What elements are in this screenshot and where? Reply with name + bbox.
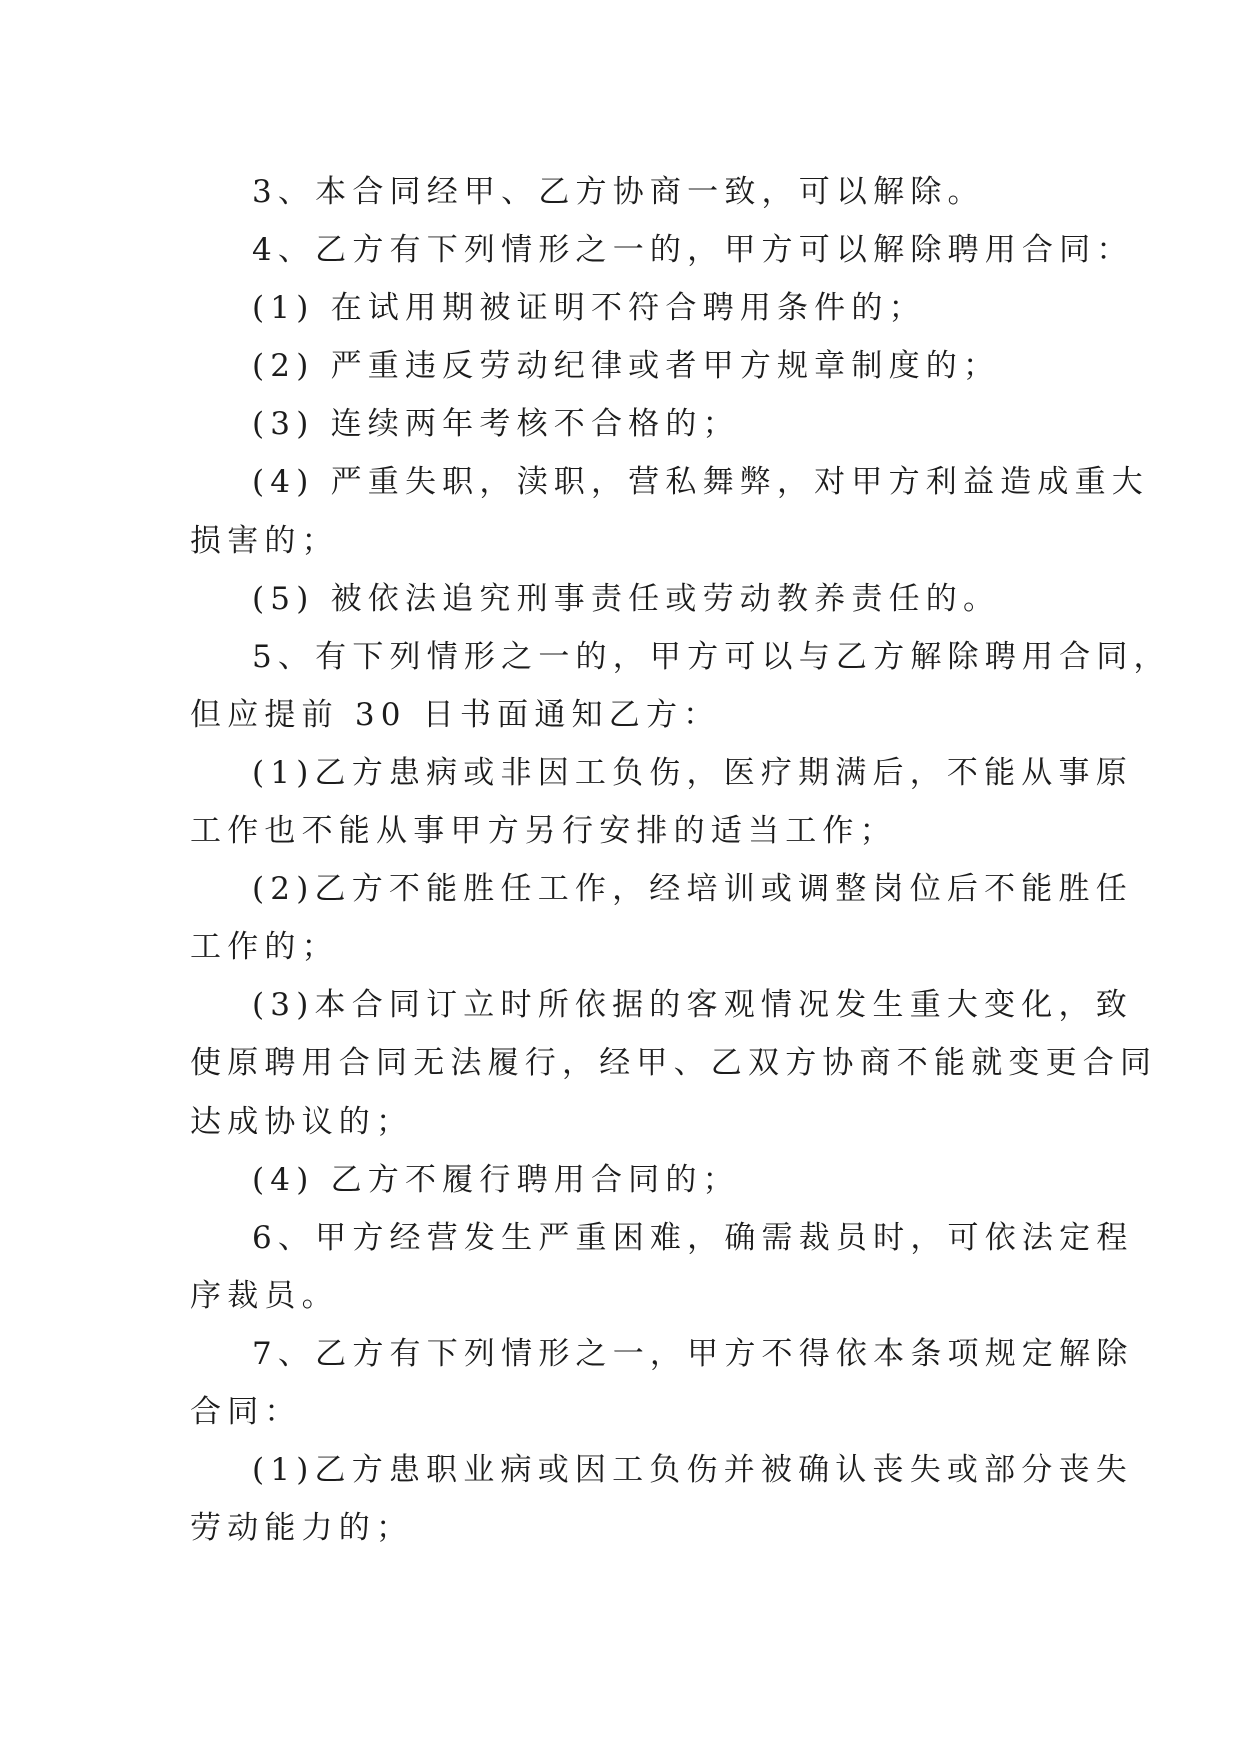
text-line: 5、有下列情形之一的，甲方可以与乙方解除聘用合同， xyxy=(252,638,1171,675)
text-line: 损害的； xyxy=(190,522,339,559)
text-line: (3) 连续两年考核不合格的； xyxy=(252,406,740,443)
text-line: (1)乙方患职业病或因工负伤并被确认丧失或部分丧失 xyxy=(252,1452,1133,1489)
text-line: 合同： xyxy=(190,1393,302,1430)
contract-text xyxy=(190,163,1171,1557)
text-line: (1)乙方患病或非因工负伤，医疗期满后，不能从事原 xyxy=(252,754,1133,791)
text-line: (3)本合同订立时所依据的客观情况发生重大变化，致 xyxy=(252,987,1133,1024)
text-line: 工作的； xyxy=(190,929,339,966)
text-line: (5) 被依法追究刑事责任或劳动教养责任的。 xyxy=(252,580,1001,617)
text-line: (2) 严重违反劳动纪律或者甲方规章制度的； xyxy=(252,348,1001,385)
text-line: (1) 在试用期被证明不符合聘用条件的； xyxy=(252,290,926,327)
text-line: 4、乙方有下列情形之一的，甲方可以解除聘用合同： xyxy=(252,232,1134,269)
text-line: 达成协议的； xyxy=(190,1103,414,1140)
text-line: (2)乙方不能胜任工作，经培训或调整岗位后不能胜任 xyxy=(252,871,1133,908)
text-line: 使原聘用合同无法履行，经甲、乙双方协商不能就变更合同 xyxy=(190,1045,1158,1082)
text-line: (4) 严重失职，渎职，营私舞弊，对甲方利益造成重大 xyxy=(252,464,1149,501)
text-line: 6、甲方经营发生严重困难，确需裁员时，可依法定程 xyxy=(252,1219,1134,1256)
text-line: 3、本合同经甲、乙方协商一致，可以解除。 xyxy=(252,174,985,210)
text-line: (4) 乙方不履行聘用合同的； xyxy=(252,1161,740,1198)
text-line: 但应提前 30 日书面通知乙方： xyxy=(190,696,721,733)
text-line: 工作也不能从事甲方另行安排的适当工作； xyxy=(190,813,897,850)
text-line: 7、乙方有下列情形之一，甲方不得依本条项规定解除 xyxy=(252,1335,1134,1372)
text-line: 序裁员。 xyxy=(190,1277,339,1314)
text-line: 劳动能力的； xyxy=(190,1510,414,1547)
